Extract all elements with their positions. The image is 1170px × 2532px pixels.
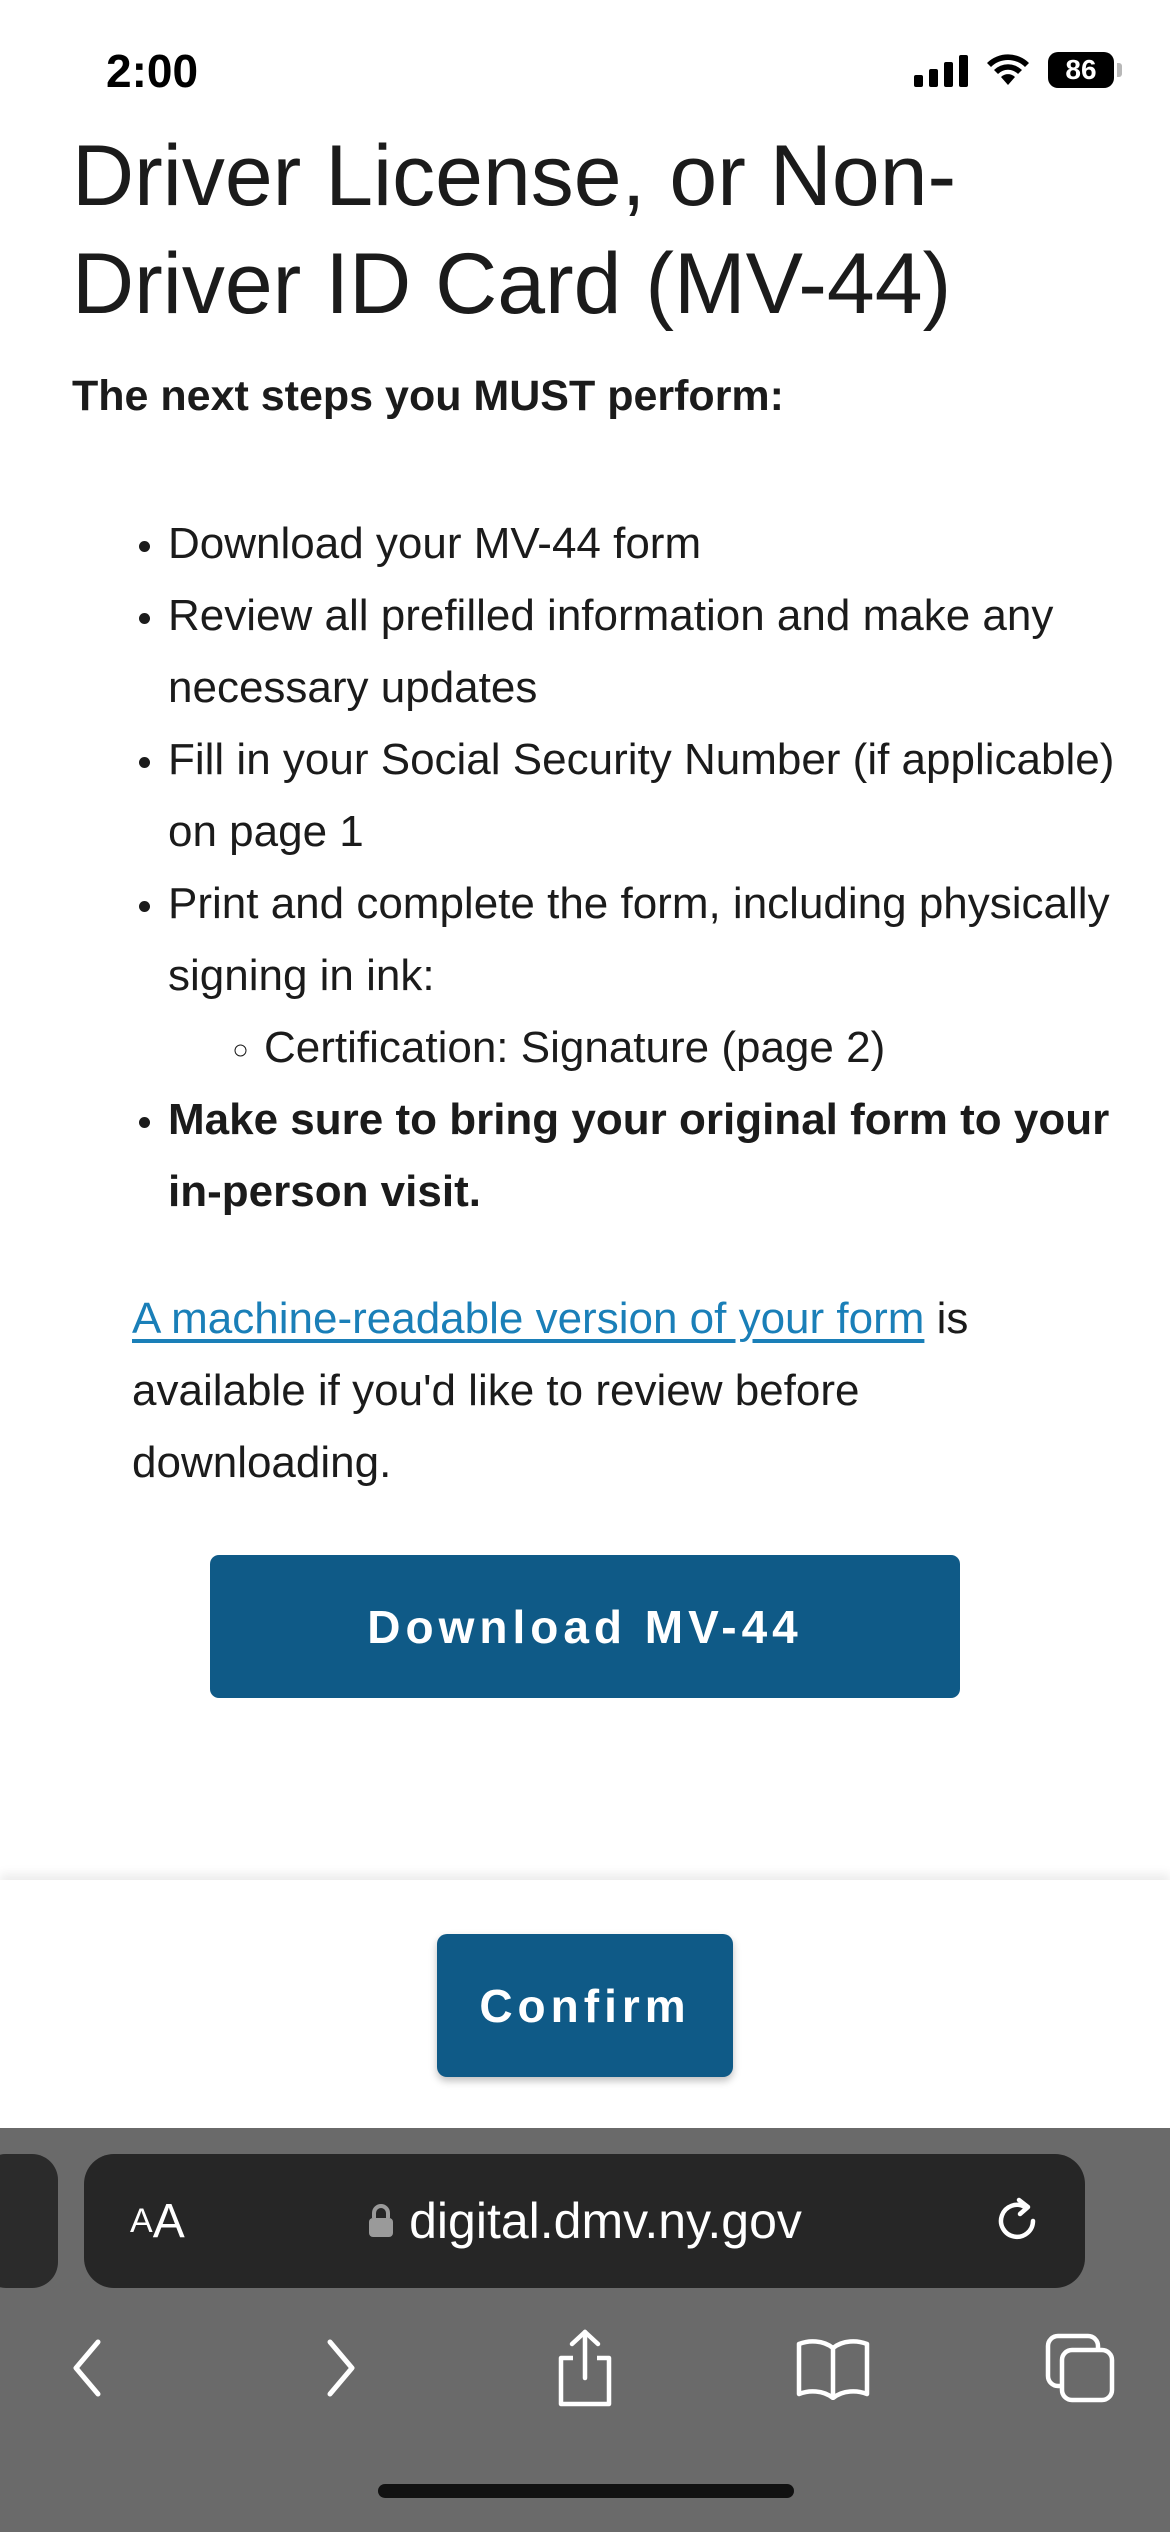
machine-note-text: is available if you'd like to review before downloading. (132, 1294, 969, 1487)
status-time: 2:00 (106, 45, 199, 97)
forward-icon (320, 2336, 360, 2400)
machine-readable-link[interactable]: A machine-readable version of your form (132, 1294, 925, 1343)
browser-toolbar (0, 2308, 1170, 2428)
status-bar (0, 0, 1170, 140)
sub-list-item: ◦ Certification: Signature (page 2) (264, 1012, 1168, 1084)
address-bar[interactable] (84, 2154, 1085, 2288)
previous-tab-stub[interactable] (0, 2154, 58, 2288)
back-icon (68, 2336, 108, 2400)
text-size-large-glyph: A (152, 2194, 185, 2248)
reload-icon[interactable] (987, 2191, 1047, 2251)
sub-list (168, 1012, 1168, 1084)
tabs-button[interactable] (1030, 2308, 1130, 2428)
url-display (84, 2154, 1085, 2288)
share-icon (553, 2328, 617, 2408)
share-button[interactable] (535, 2308, 635, 2428)
confirm-button[interactable]: Confirm (437, 1934, 733, 2077)
list-item: • Review all prefilled information and make any necessary updates (168, 580, 1168, 724)
signal-icon (914, 53, 968, 87)
forward-button[interactable] (290, 2308, 390, 2428)
sticky-footer (0, 1880, 1170, 2128)
lock-icon (367, 2203, 395, 2239)
bookmarks-icon (795, 2336, 871, 2400)
page-title: Driver License, or Non-Driver ID Card (MV-44) (72, 128, 957, 332)
url-text: digital.dmv.ny.gov (409, 2193, 802, 2249)
battery-icon: 86 (1048, 52, 1114, 88)
download-mv44-button[interactable]: Download MV-44 (210, 1555, 960, 1698)
status-icons (914, 52, 1114, 88)
text-size-small-glyph: A (130, 2201, 153, 2240)
machine-readable-note (132, 1283, 1052, 1499)
list-item (168, 868, 1168, 1084)
browser-chrome (0, 2128, 1170, 2532)
list-item-text: Print and complete the form, including physically signing in ink: (168, 879, 1110, 1000)
tabs-icon (1044, 2332, 1116, 2404)
wifi-icon (986, 53, 1030, 87)
list-item: • Fill in your Social Security Number (if applicable) on page 1 (168, 724, 1168, 868)
list-item: • Download your MV-44 form (168, 508, 1168, 580)
list-item-bold: • Make sure to bring your original form to your in-person visit. (168, 1084, 1168, 1228)
bookmarks-button[interactable] (783, 2308, 883, 2428)
home-indicator (378, 2484, 794, 2498)
steps-list (72, 508, 1168, 1228)
back-button[interactable] (38, 2308, 138, 2428)
steps-heading: The next steps you MUST perform: (72, 372, 784, 420)
